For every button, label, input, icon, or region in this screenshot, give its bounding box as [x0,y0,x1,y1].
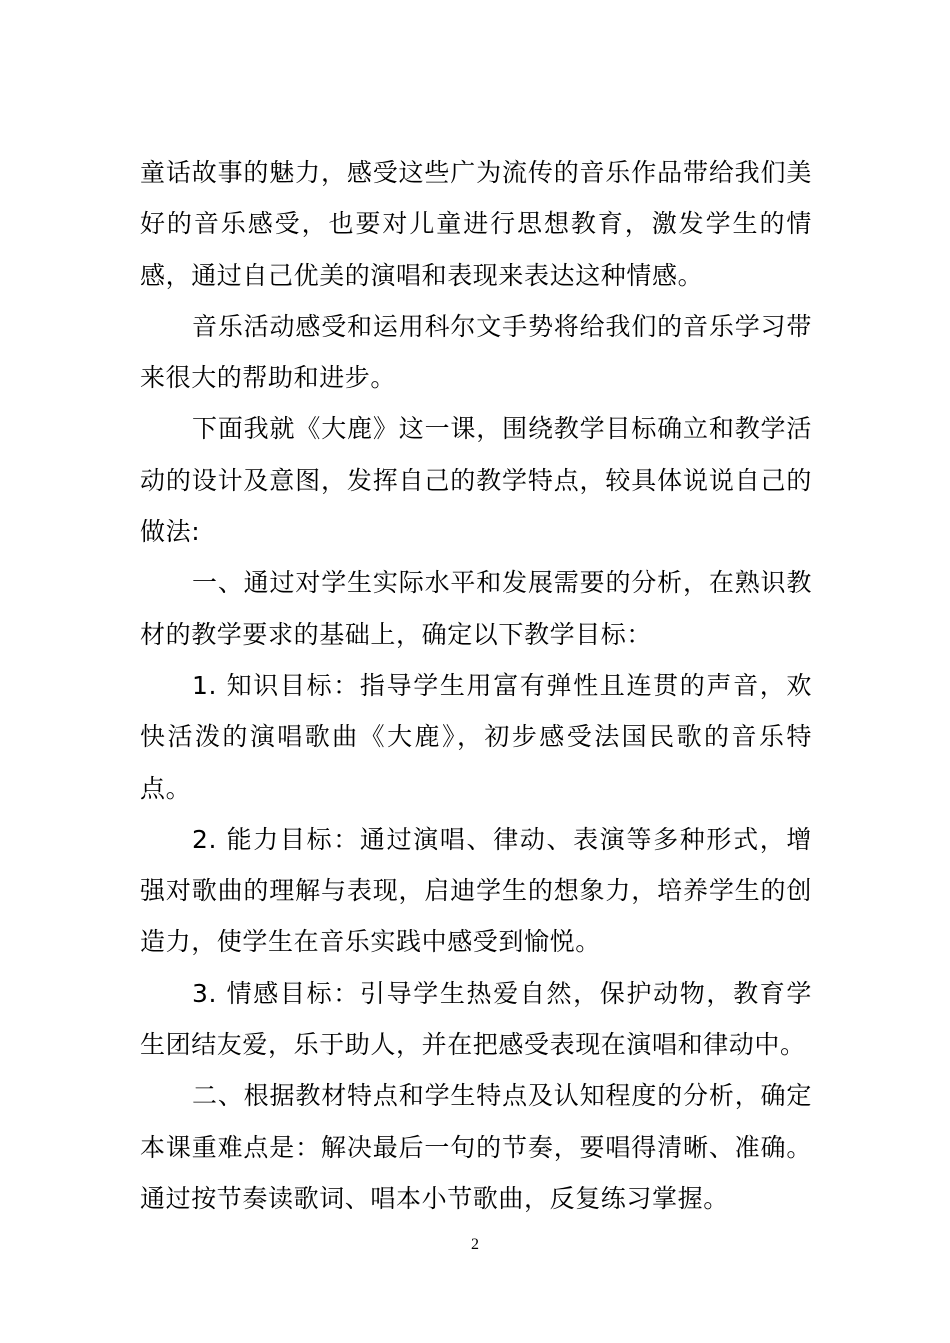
page-number: 2 [471,1236,479,1253]
paragraph-5: 1. 知识目标：指导学生用富有弹性且连贯的声音，欢快活泼的演唱歌曲《大鹿》，初步感受法国民歌的音乐特点。 [140,670,812,803]
paragraph-3: 下面我就《大鹿》这一课，围绕教学目标确立和教学活动的设计及意图，发挥自己的教学特点，较具体说说自己的做法: [140,414,812,547]
paragraph-8: 二、根据教材特点和学生特点及认知程度的分析，确定本课重难点是：解决最后一句的节奏，要唱得清晰、准确。通过按节奏读歌词、唱本小节歌曲，反复练习掌握。 [140,1081,812,1213]
document-body [140,147,812,1224]
paragraph-1: 童话故事的魅力，感受这些广为流传的音乐作品带给我们美好的音乐感受，也要对儿童进行思想教育，激发学生的情感，通过自己优美的演唱和表现来表达这种情感。 [140,158,812,290]
paragraph-7: 3. 情感目标：引导学生热爱自然，保护动物，教育学生团结友爱，乐于助人，并在把感受表现在演唱和律动中。 [140,978,812,1060]
paragraph-2: 音乐活动感受和运用科尔文手势将给我们的音乐学习带来很大的帮助和进步。 [140,311,812,393]
paragraph-4: 一、通过对学生实际水平和发展需要的分析，在熟识教材的教学要求的基础上，确定以下教学目标： [140,568,812,649]
paragraph-6: 2. 能力目标：通过演唱、律动、表演等多种形式，增强对歌曲的理解与表现，启迪学生的想象力，培养学生的创造力，使学生在音乐实践中感受到愉悦。 [140,824,812,957]
